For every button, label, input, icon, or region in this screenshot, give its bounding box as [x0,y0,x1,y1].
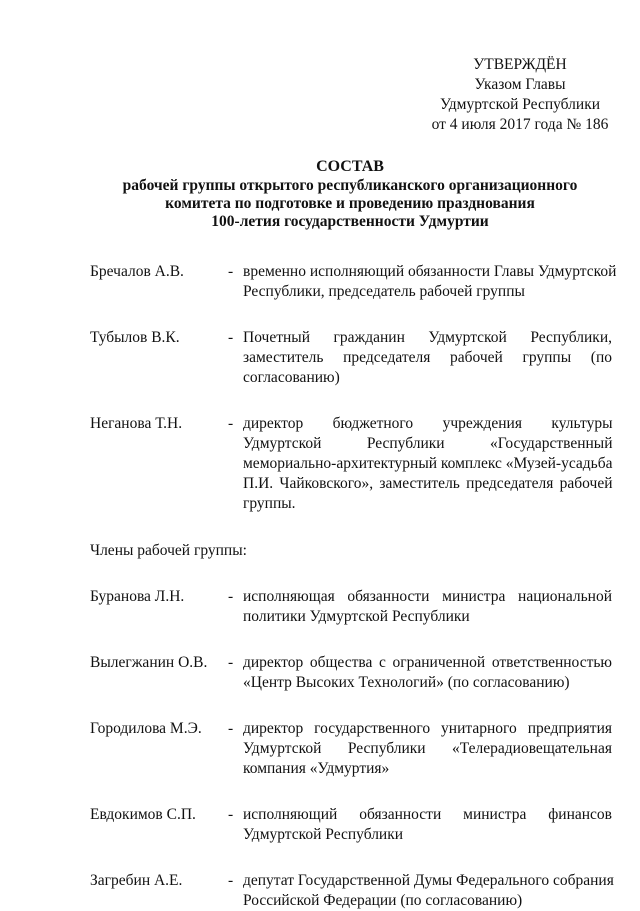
title-line: комитета по подготовке и проведению празднования [165,195,535,212]
approval-decree: Указом Главы [474,76,566,93]
roster-entry [90,587,612,627]
role-line: исполняющий обязанности министра финансов [243,806,612,823]
member-role [243,871,614,911]
roster-entry [90,805,612,845]
member-role [243,328,612,388]
role-line: согласованию) [243,369,340,386]
role-line: исполняющая обязанности министра национальной [243,588,612,605]
roster-entry [90,653,612,693]
role-line: Удмуртской Республики «Государственный [243,435,613,452]
member-name: Тубылов В.К. [90,329,180,346]
approval-status: УТВЕРЖДЁН [473,56,567,73]
member-name: Загребин А.Е. [90,872,183,889]
role-line: Республики, председатель рабочей группы [243,283,525,300]
document-title [90,158,610,231]
role-line: политики Удмуртской Республики [243,608,470,625]
role-line: временно исполняющий обязанности Главы Удмуртской [243,263,617,280]
role-line: Удмуртской Республики «Телерадиовещательная [243,740,612,757]
member-name: Городилова М.Э. [90,720,202,737]
roster-entry [90,262,617,302]
entry-dash: - [228,415,234,432]
entry-dash: - [228,588,234,605]
title-heading: СОСТАВ [316,158,384,175]
role-line: Российской Федерации (по согласованию) [243,892,523,909]
member-role [243,587,612,627]
role-line: депутат Государственной Думы Федерального собрания [243,872,614,889]
entry-dash: - [228,872,234,889]
member-role [243,719,612,779]
member-role [243,653,612,693]
title-line: рабочей группы открытого республиканского организационного [122,177,578,194]
entry-dash: - [228,654,234,671]
roster-entry [90,719,612,779]
roster-entry [90,414,612,514]
entry-dash: - [228,806,234,823]
member-name: Евдокимов С.П. [90,806,196,823]
approval-authority: Удмуртской Республики [439,96,601,113]
role-line: компания «Удмуртия» [243,760,390,777]
entry-dash: - [228,263,234,280]
roster-entry [90,871,612,911]
role-line: «Центр Высоких Технологий» (по согласованию) [243,674,570,691]
roster-entry [90,328,612,388]
role-line: директор бюджетного учреждения культуры [243,415,613,432]
role-line: мемориально-архитектурный комплекс «Музей-усадьба [243,455,613,472]
roster [90,262,617,911]
member-name: Неганова Т.Н. [90,415,183,432]
member-role [243,414,613,514]
approval-date: от 4 июля 2017 года № 186 [431,116,609,133]
role-line: группы. [243,495,296,512]
title-line: 100-летия государственности Удмуртии [211,213,489,230]
member-role [243,805,612,845]
approval-stamp [420,55,620,135]
member-name: Бречалов А.В. [90,263,184,280]
member-name: Буранова Л.Н. [90,588,185,605]
members-heading: Члены рабочей группы: [90,542,247,559]
role-line: директор общества с ограниченной ответственностью [243,654,612,671]
role-line: Почетный гражданин Удмуртской Республики, [243,329,612,346]
entry-dash: - [228,329,234,346]
role-line: П.И. Чайковского», заместитель председателя рабочей [243,475,613,492]
role-line: заместитель председателя рабочей группы (по [243,349,612,366]
member-role [243,262,616,302]
member-name: Вылегжанин О.В. [90,654,208,671]
role-line: Удмуртской Республики [243,826,404,843]
entry-dash: - [228,720,234,737]
role-line: директор государственного унитарного предприятия [243,720,612,737]
